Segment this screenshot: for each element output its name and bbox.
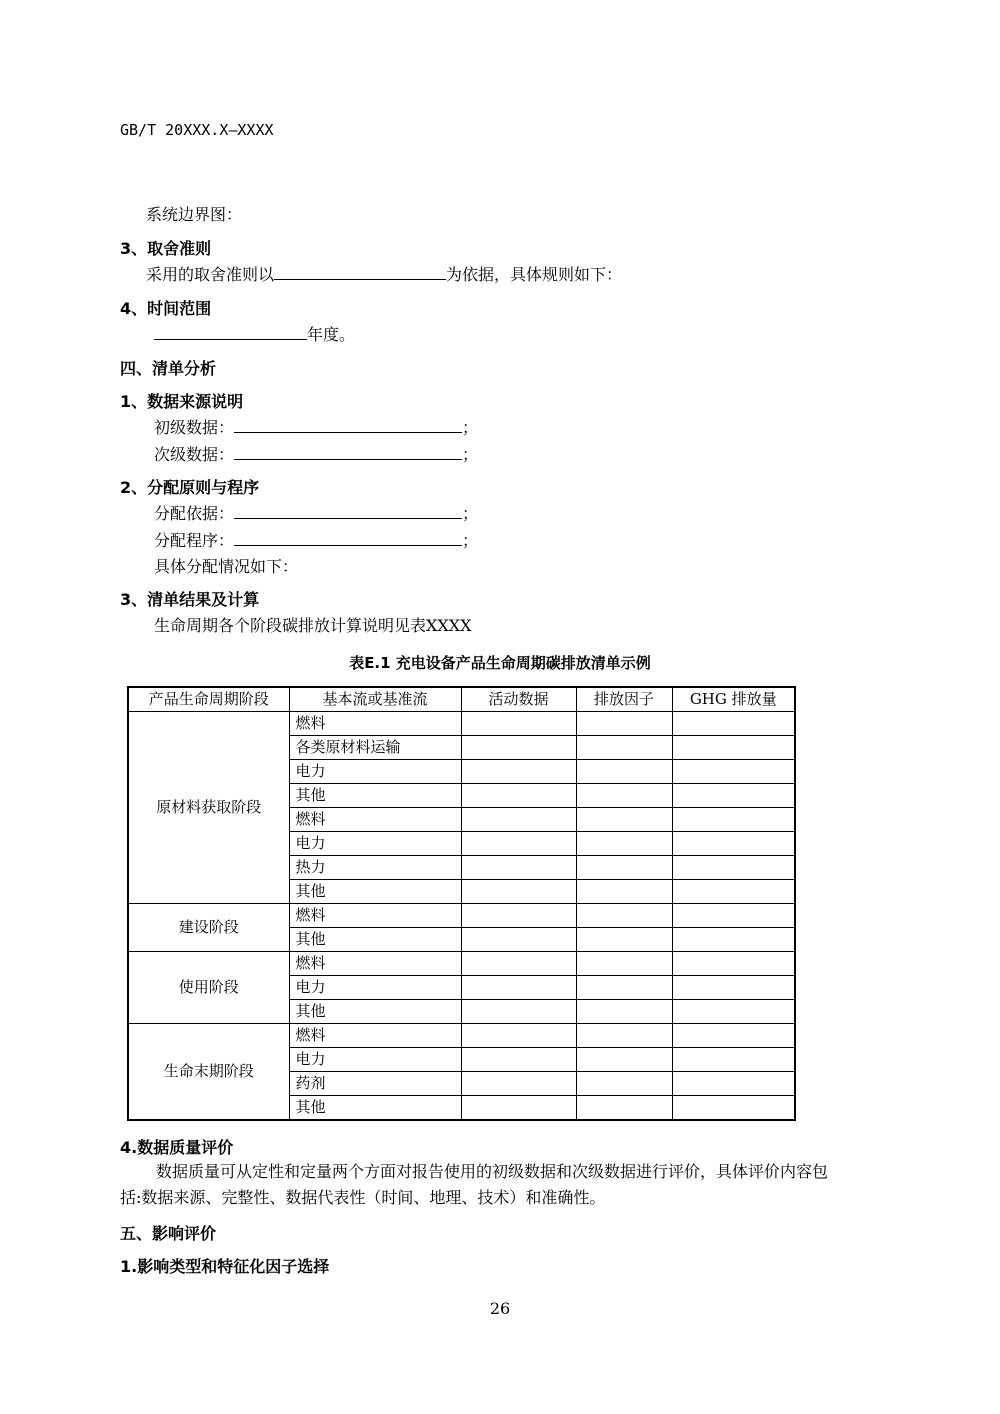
activity-data-cell — [461, 904, 576, 928]
stage-cell: 原材料获取阶段 — [128, 712, 289, 904]
cutoff-heading: 3、取舍准则 — [120, 239, 212, 258]
stage-cell: 建设阶段 — [128, 904, 289, 952]
activity-data-cell — [461, 976, 576, 1000]
cutoff-text-after: 为依据，具体规则如下： — [446, 265, 623, 284]
cutoff-blank — [274, 263, 446, 280]
activity-data-cell — [461, 808, 576, 832]
ghg-emission-cell — [672, 976, 795, 1000]
flow-cell: 其他 — [289, 1096, 461, 1121]
emission-factor-cell — [576, 880, 672, 904]
inventory-table-body — [128, 712, 795, 1121]
table-header-cell: GHG 排放量 — [672, 687, 795, 712]
semicolon: ； — [462, 445, 479, 464]
table-row — [128, 1024, 795, 1048]
semicolon: ； — [462, 531, 479, 550]
emission-factor-cell — [576, 832, 672, 856]
table-header-cell: 排放因子 — [576, 687, 672, 712]
ghg-emission-cell — [672, 928, 795, 952]
flow-cell: 其他 — [289, 1000, 461, 1024]
ghg-emission-cell — [672, 760, 795, 784]
flow-cell: 燃料 — [289, 952, 461, 976]
results-heading: 3、清单结果及计算 — [120, 590, 260, 609]
emission-factor-cell — [576, 1072, 672, 1096]
activity-data-cell — [461, 736, 576, 760]
ghg-emission-cell — [672, 808, 795, 832]
table-header-cell: 活动数据 — [461, 687, 576, 712]
time-blank — [154, 323, 307, 340]
activity-data-cell — [461, 928, 576, 952]
cutoff-text-before: 采用的取舍准则以 — [146, 265, 275, 284]
allocation-procedure-blank — [234, 529, 462, 546]
flow-cell: 药剂 — [289, 1072, 461, 1096]
flow-cell: 电力 — [289, 760, 461, 784]
table-row — [128, 952, 795, 976]
time-line — [154, 322, 355, 345]
quality-text-line-1: 数据质量可从定性和定量两个方面对报告使用的初级数据和次级数据进行评价，具体评价内容包 — [156, 1162, 829, 1181]
section5-heading: 五、影响评价 — [120, 1224, 217, 1243]
standard-code-header: GB/T 20XXX.X—XXXX — [120, 121, 274, 139]
table-header-cell: 产品生命周期阶段 — [128, 687, 289, 712]
flow-cell: 各类原材料运输 — [289, 736, 461, 760]
emission-factor-cell — [576, 856, 672, 880]
flow-cell: 燃料 — [289, 1024, 461, 1048]
allocation-detail-text: 具体分配情况如下： — [154, 557, 299, 576]
activity-data-cell — [461, 1096, 576, 1121]
emission-factor-cell — [576, 784, 672, 808]
ghg-emission-cell — [672, 1096, 795, 1121]
flow-cell: 电力 — [289, 976, 461, 1000]
ghg-emission-cell — [672, 736, 795, 760]
stage-cell: 使用阶段 — [128, 952, 289, 1024]
emission-factor-cell — [576, 760, 672, 784]
ghg-emission-cell — [672, 904, 795, 928]
flow-cell: 其他 — [289, 784, 461, 808]
inventory-table — [127, 686, 796, 1121]
flow-cell: 燃料 — [289, 712, 461, 736]
primary-data-label: 初级数据： — [154, 418, 235, 437]
section4-heading: 四、清单分析 — [120, 359, 217, 378]
flow-cell: 其他 — [289, 928, 461, 952]
ghg-emission-cell — [672, 856, 795, 880]
activity-data-cell — [461, 712, 576, 736]
flow-cell: 电力 — [289, 832, 461, 856]
table-row — [128, 712, 795, 736]
secondary-data-label: 次级数据： — [154, 445, 235, 464]
emission-factor-cell — [576, 1048, 672, 1072]
allocation-procedure-label: 分配程序： — [154, 531, 235, 550]
emission-factor-cell — [576, 904, 672, 928]
emission-factor-cell — [576, 952, 672, 976]
semicolon: ； — [462, 504, 479, 523]
table-row — [128, 904, 795, 928]
table-header-cell: 基本流或基准流 — [289, 687, 461, 712]
flow-cell: 燃料 — [289, 808, 461, 832]
quality-paragraph — [120, 1159, 920, 1211]
emission-factor-cell — [576, 808, 672, 832]
emission-factor-cell — [576, 928, 672, 952]
page-number: 26 — [489, 1299, 511, 1318]
time-heading: 4、时间范围 — [120, 299, 212, 318]
flow-cell: 电力 — [289, 1048, 461, 1072]
activity-data-cell — [461, 856, 576, 880]
emission-factor-cell — [576, 1000, 672, 1024]
data-source-heading: 1、数据来源说明 — [120, 392, 244, 411]
activity-data-cell — [461, 952, 576, 976]
allocation-basis-label: 分配依据： — [154, 504, 235, 523]
activity-data-cell — [461, 1024, 576, 1048]
allocation-procedure-line — [154, 528, 478, 551]
emission-factor-cell — [576, 1096, 672, 1121]
ghg-emission-cell — [672, 832, 795, 856]
flow-cell: 其他 — [289, 880, 461, 904]
table-header-row — [128, 687, 795, 712]
secondary-data-blank — [234, 443, 462, 460]
impact-heading: 1.影响类型和特征化因子选择 — [120, 1257, 330, 1276]
activity-data-cell — [461, 1000, 576, 1024]
stage-cell: 生命末期阶段 — [128, 1024, 289, 1121]
activity-data-cell — [461, 760, 576, 784]
quality-heading: 4.数据质量评价 — [120, 1138, 234, 1157]
system-boundary-label: 系统边界图： — [146, 205, 243, 224]
ghg-emission-cell — [672, 1048, 795, 1072]
ghg-emission-cell — [672, 952, 795, 976]
flow-cell: 热力 — [289, 856, 461, 880]
emission-factor-cell — [576, 1024, 672, 1048]
flow-cell: 燃料 — [289, 904, 461, 928]
emission-factor-cell — [576, 736, 672, 760]
ghg-emission-cell — [672, 712, 795, 736]
ghg-emission-cell — [672, 1024, 795, 1048]
activity-data-cell — [461, 880, 576, 904]
allocation-heading: 2、分配原则与程序 — [120, 478, 260, 497]
quality-text-line-2: 括:数据来源、完整性、数据代表性（时间、地理、技术）和准确性。 — [120, 1188, 606, 1207]
allocation-basis-blank — [234, 502, 462, 519]
cutoff-line — [146, 262, 622, 285]
time-suffix: 年度。 — [307, 325, 356, 344]
secondary-data-line — [154, 442, 478, 465]
ghg-emission-cell — [672, 1072, 795, 1096]
ghg-emission-cell — [672, 880, 795, 904]
allocation-basis-line — [154, 501, 478, 524]
emission-factor-cell — [576, 712, 672, 736]
ghg-emission-cell — [672, 784, 795, 808]
primary-data-line — [154, 415, 478, 438]
activity-data-cell — [461, 832, 576, 856]
primary-data-blank — [234, 416, 462, 433]
emission-factor-cell — [576, 976, 672, 1000]
semicolon: ； — [462, 418, 479, 437]
activity-data-cell — [461, 1048, 576, 1072]
table-caption: 表E.1 充电设备产品生命周期碳排放清单示例 — [349, 654, 651, 672]
results-text: 生命周期各个阶段碳排放计算说明见表XXXX — [154, 616, 472, 635]
activity-data-cell — [461, 1072, 576, 1096]
ghg-emission-cell — [672, 1000, 795, 1024]
activity-data-cell — [461, 784, 576, 808]
